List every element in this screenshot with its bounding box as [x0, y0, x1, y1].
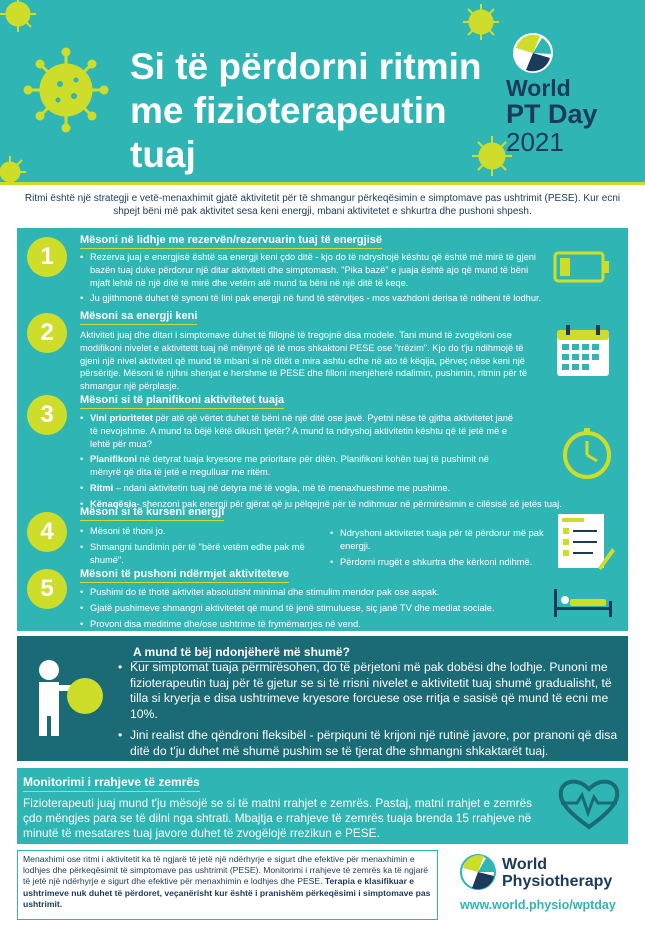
step-number-1: 1 — [27, 237, 67, 277]
list-item-text: - shenzoni pak energji për gjërat që ju pëlqejnë për të ndihmuar në përmirësimin e cilësisë së jetës tuaj. — [136, 498, 562, 509]
footer-text: Menaxhimi ose ritmi i aktivitetit ka të ngjarë të jetë një ndërhyrje e sigurt dhe efektive për menaxhimin e lodhjes dhe përkeqësimit të simptomave pas ushtrimit (PESE). Monitorimi i rrahjeve të zemrës ka të ngjarë të jetë një ndërhyrje e sigurt dhe efektive për menaxhimin e lodhjes dhe PESE. — [23, 854, 429, 887]
footer-bold-text: Terapia e klasifikuar e ushtrimeve nuk duhet të përdoret, veçanërisht kur është i pranishëm përkeqësimi i simptomave pas ushtrimit. — [23, 876, 431, 909]
world-physiotherapy-logo — [458, 852, 498, 892]
logo-ptday-text: PT Day — [506, 99, 598, 129]
logo-year-text: 2021 — [506, 127, 564, 157]
heart-rate-icon — [557, 775, 621, 831]
world-pt-day-logo — [506, 30, 616, 156]
list-item — [80, 453, 520, 479]
bed-icon — [552, 585, 616, 619]
section-title-2: Mësoni sa energji keni — [80, 310, 197, 325]
list-item: • Pushimi do të thotë aktivitet absolutisht minimal dhe stimulim mendor pak ose aspak. — [80, 586, 550, 599]
list-item: • Ju gjithmonë duhet të synoni të lini pak energji në fund të stërvitjes - mos vazhdoni derisa të ndiheni të lodhur. — [80, 292, 542, 305]
brand-name — [502, 856, 612, 890]
list-item: • Ndryshoni aktivitetet tuaja për të përdorur më pak energji. — [330, 527, 545, 553]
step-number-5: 5 — [27, 569, 67, 609]
footer-note — [23, 854, 433, 910]
section-body-4-right — [330, 527, 545, 571]
heart-rate-title: Monitorimi i rrahjeve të zemrës — [23, 775, 200, 792]
list-item-term: Kënaqësia — [90, 498, 137, 509]
divider — [0, 182, 645, 185]
section-body-1 — [80, 251, 542, 308]
section-title-3: Mësoni si të planifikoni aktivitetet tuaja — [80, 394, 284, 409]
todo-list-icon — [554, 508, 616, 572]
heart-rate-text: Fizioterapeuti juaj mund t'ju mësojë se si të matni rrahjet e zemrës. Pastaj, matni rrahjet e zemrës çdo mëngjes para se të dilni nga shtrati. Mbajtja e rrahjeve të zemrës tuaja brenda 15 rrahjeve në minutë të mesatares tuaj javore duhet të zvogëlojë rrezikun e PESE. — [23, 796, 533, 841]
section-body-5 — [80, 586, 550, 633]
section-body-3 — [80, 412, 590, 514]
list-item: • Rezerva juaj e energjisë është sa energji keni çdo ditë - kjo do të ndryshojë kështu që është më mirë të gjeni bazën tuaj duke përdorur një ditar aktiviteti dhe simptomash. "Pika bazë" e juaja është ajo që mund të bëni mjaft lehtë në një ditë të mirë dhe vetëm atë mund ta bëni në një ditë të keqe. — [80, 251, 542, 289]
list-item-text: në detyrat tuaja kryesore me prioritare për ditën. Planifikoni kohën tuaj të pushimit në mënyrë që dita të jetë e rregulluar me ritëm. — [90, 454, 489, 478]
list-item: • Mësoni të thoni jo. — [80, 525, 320, 538]
list-item: • Gjatë pushimeve shmangni aktivitetet që mund të jenë stimuluese, siç janë TV dhe mediat sociale. — [80, 602, 550, 615]
list-item-term: Planifikoni — [90, 454, 138, 465]
list-item: • Jini realist dhe qëndroni fleksibël - përpiquni të krijoni një rutinë javore, por pranoni që disa ditë do t'ju duhet më shumë pushim se të tjerat dhe shmangni shkaktarët tuaj. — [118, 728, 618, 759]
brand-line-2: Physiotherapy — [502, 873, 613, 890]
virus-icon — [0, 0, 130, 182]
calendar-icon — [554, 322, 614, 380]
list-item-term: Vini prioritetet — [90, 413, 153, 423]
logo-world-text: World — [506, 75, 571, 101]
clock-icon — [559, 427, 615, 483]
list-item-text: – ndani aktivitetin tuaj në detyra më të vogla, më të menaxhueshme me pushime. — [113, 482, 451, 493]
list-item: • Përdorni rrugët e shkurtra dhe kërkoni ndihmë. — [330, 556, 545, 569]
section-body-2: Aktiviteti juaj dhe ditari i simptomave duhet të fillojnë të tregojnë disa modele. Tani mund të zvogëloni ose modifikoni nivelet e aktivitetit tuaj në mënyrë që të mos shkaktoni PESE ose "rrëzim". Kjo do t'ju ndihmojë të gjeni një nivel aktiviteti që mund të mbani si në ditët e mira ashtu edhe në ato të këqija, përveç nëse keni një përsëritje. Mësoni të njihni shenjat e hershme të PESE dhe filloni menjëherë ndalimin, pushimin, ritmin për të shmangur një përplasje. — [80, 330, 527, 392]
step-number-4: 4 — [27, 512, 67, 552]
website-link[interactable]: www.world.physio/wptday — [460, 898, 616, 912]
person-icon — [27, 652, 105, 738]
question-title: A mund të bëj ndonjëherë më shumë? — [133, 645, 350, 662]
list-item — [80, 412, 520, 450]
list-item: • Provoni disa meditime dhe/ose ushtrime të frymëmarrjes në vend. — [80, 618, 550, 631]
intro-text: Ritmi është një strategji e vetë-menaxhimit gjatë aktivitetit për të shmangur përkeqësimin e simptomave pas ushtrimit (PESE). Kur ecni shpejt bëni më pak aktivitet sesa keni energji, mbani aktivitetet e shkurtra dhe pushoni shpesh. — [24, 193, 621, 217]
section-title-5: Mësoni të pushoni ndërmjet aktiviteteve — [80, 568, 289, 583]
brand-line-1: World — [502, 856, 548, 873]
list-item: • Shmangni tundimin për të "bërë vetëm edhe pak më shumë". — [80, 541, 320, 567]
section-title-1: Mësoni në lidhje me rezervën/rezervuarin tuaj të energjisë — [80, 234, 382, 249]
step-number-3: 3 — [27, 395, 67, 435]
list-item-text: për atë që vërtet duhet të bëni në një ditë ose javë. Pyetni nëse të gjitha aktivitetet janë të nevojshme. A mund ta bëjë këtë dikush tjetër? A mund ta ndryshoj aktivitetin kështu që të jetë më e lehtë për mua? — [90, 413, 514, 449]
step-number-2: 2 — [27, 313, 67, 353]
list-item: • Kur simptomat tuaja përmirësohen, do të përjetoni më pak dobësi dhe lodhje. Punoni me fizioterapeutin tuaj për të gjetur se si të rrisni nivelet e aktivitetit tuaj shumë gradualisht, të tilla si kryerja e disa ushtrimeve kryesore forcuese ose rritja e sasisë që mund të ecni me 10%. — [118, 660, 618, 722]
battery-icon — [552, 250, 614, 286]
section-title-4: Mësoni si të kurseni energji — [80, 506, 224, 521]
page-title: Si të përdorni ritmin me fizioterapeutin tuaj — [130, 46, 482, 175]
logo-emblem-icon — [506, 30, 560, 76]
list-item — [80, 482, 590, 495]
list-item-term: Ritmi — [90, 482, 114, 493]
section-body-4-left — [80, 525, 320, 569]
